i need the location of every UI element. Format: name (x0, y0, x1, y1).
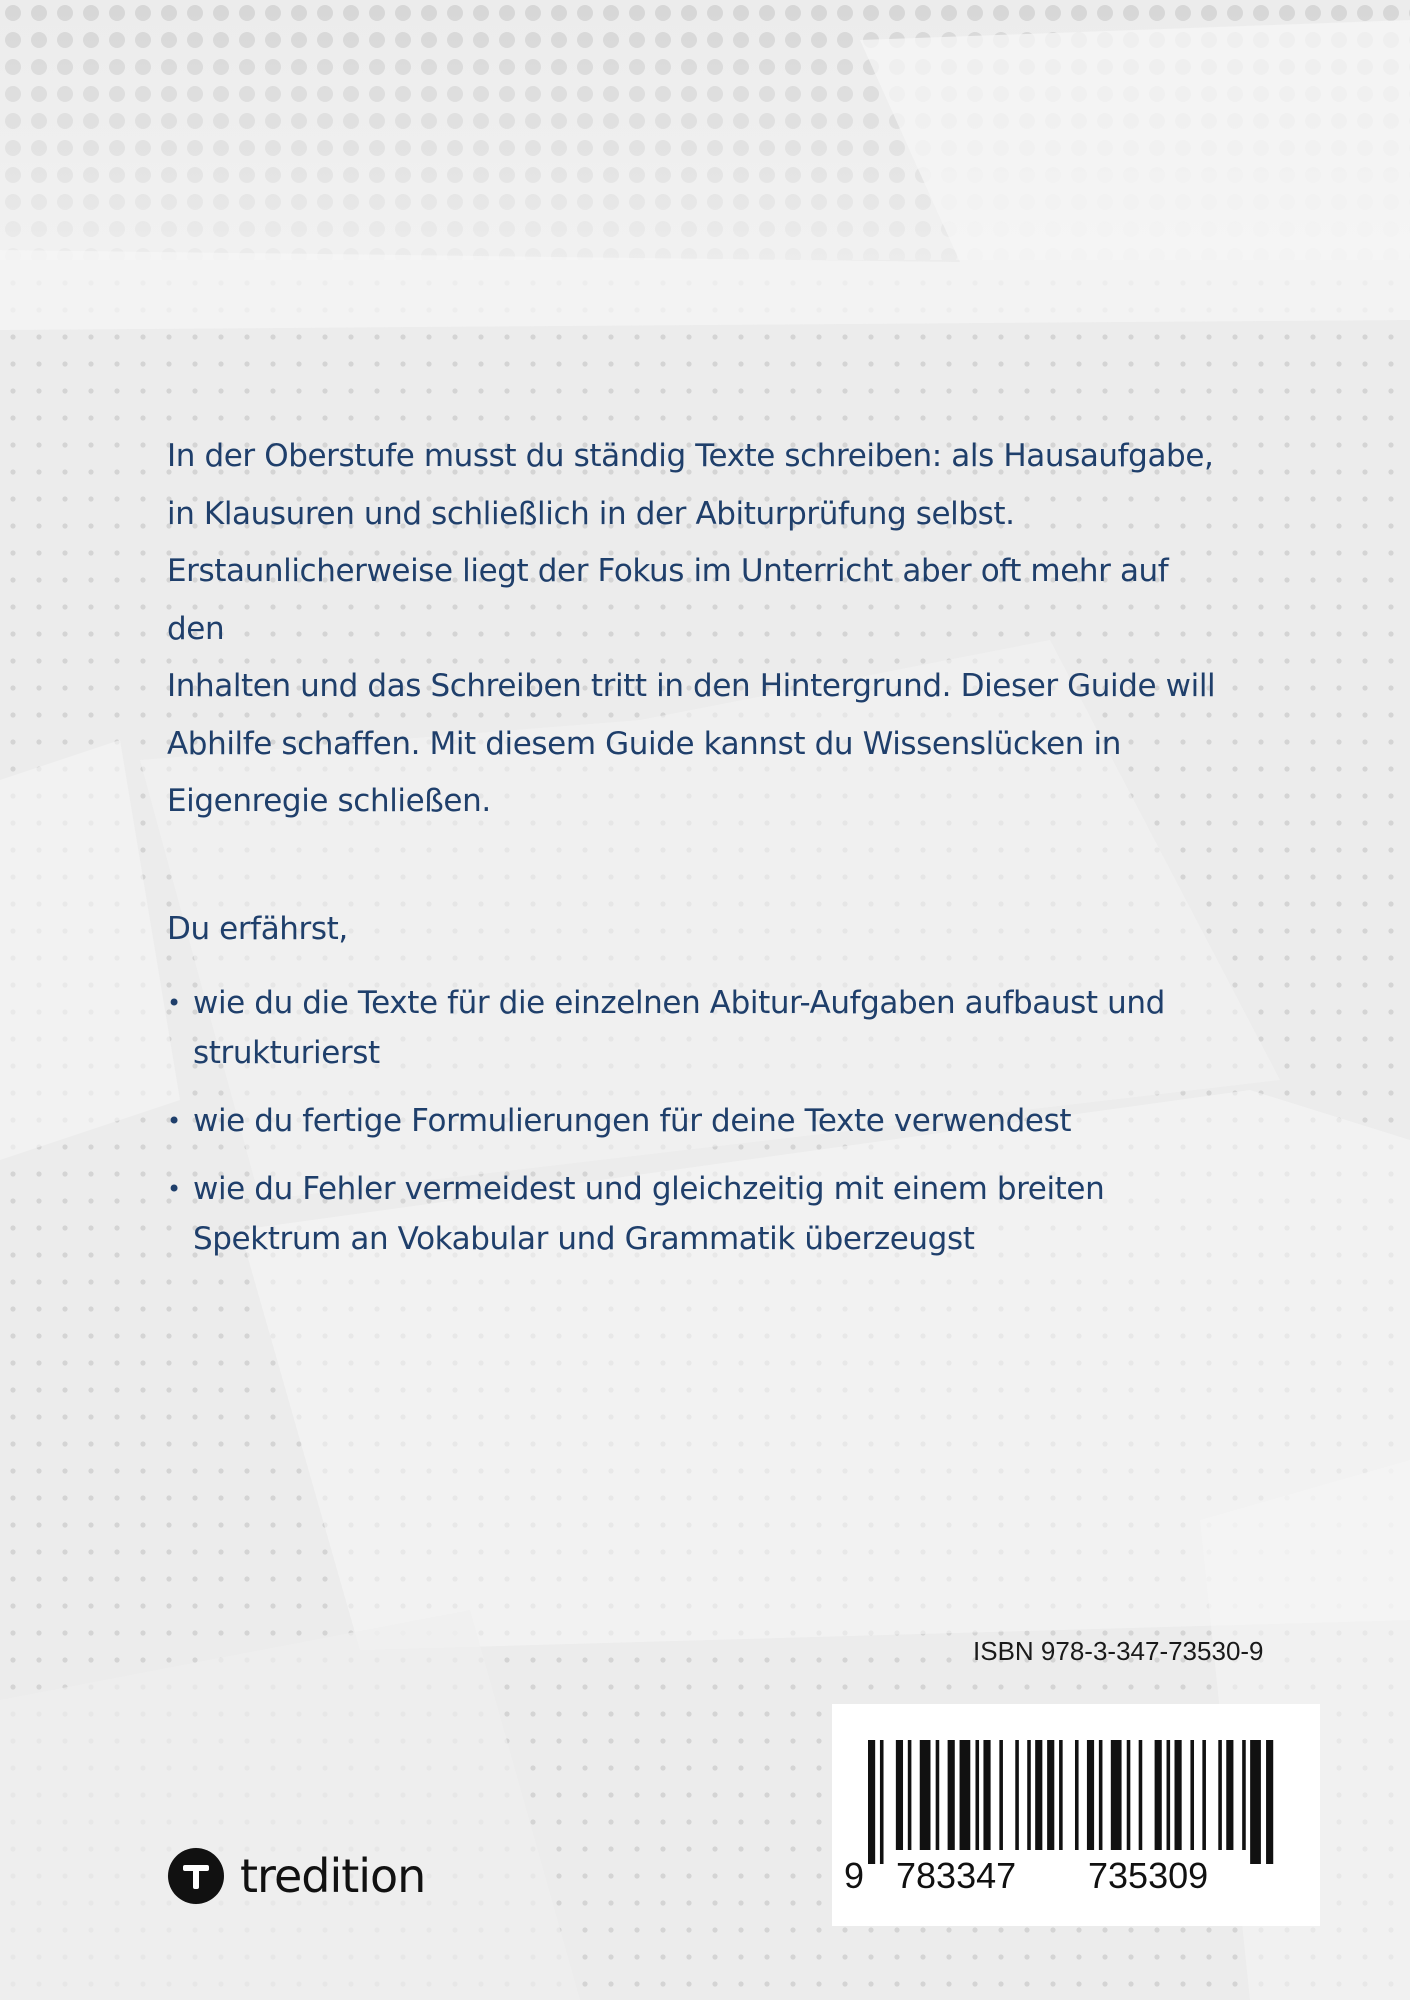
intro-line: Eigenregie schließen. (167, 783, 491, 819)
bullet-dot-icon: • (167, 989, 181, 1017)
blurb (167, 428, 1227, 1282)
intro-line: in Klausuren und schließlich in der Abiturprüfung selbst. (167, 495, 1015, 532)
barcode-bar (880, 1740, 884, 1864)
barcode-first-digit: 9 (844, 1855, 865, 1896)
bullet-line: Spektrum an Vokabular und Grammatik überzeugst (193, 1221, 975, 1257)
barcode-bar (983, 1740, 990, 1850)
bullet-line: wie du die Texte für die einzelnen Abitur-Aufgaben aufbaust und (193, 985, 1165, 1021)
barcode-icon (868, 1740, 1278, 1864)
barcode-bar (948, 1740, 955, 1850)
barcode-bar (1266, 1740, 1273, 1864)
bullet-line: wie du fertige Formulierungen für deine Texte verwendest (193, 1103, 1072, 1139)
barcode-bar (1242, 1740, 1246, 1850)
barcode-bar (1087, 1740, 1094, 1850)
barcode-bar (1015, 1740, 1019, 1850)
barcode-bar (960, 1740, 971, 1850)
intro-line: Erstaunlicherweise liegt der Fokus im Unterricht aber oft mehr auf den (167, 553, 1169, 647)
barcode-bar (920, 1740, 931, 1850)
publisher-name: tredition (240, 1849, 426, 1903)
barcode-bar (1075, 1740, 1079, 1850)
barcode-right-digits: 735309 (1088, 1855, 1209, 1896)
barcode-bar (1099, 1740, 1103, 1850)
bullet-dot-icon: • (167, 1107, 181, 1135)
bullet-item (167, 978, 1227, 1078)
barcode-box (832, 1704, 1320, 1926)
barcode-bar (896, 1740, 903, 1850)
bullet-list (167, 978, 1227, 1264)
barcode-bar (1167, 1740, 1171, 1850)
barcode-bar (1226, 1740, 1233, 1850)
barcode-bar (908, 1740, 912, 1850)
barcode-bar (1035, 1740, 1042, 1850)
barcode-bar (1250, 1740, 1261, 1864)
lead-text: Du erfährst, (167, 910, 348, 947)
bullet-item (167, 1096, 1227, 1146)
barcode-bar (1111, 1740, 1122, 1850)
barcode-bar (1139, 1740, 1143, 1850)
tredition-logo-icon (168, 1848, 224, 1904)
intro-line: Abhilfe schaffen. Mit diesem Guide kannst du Wissenslücken in (167, 725, 1121, 762)
bullet-line: strukturierst (193, 1035, 380, 1071)
isbn-text: ISBN 978-3-347-73530-9 (973, 1636, 1264, 1666)
bullet-item (167, 1164, 1227, 1264)
barcode-bar (1175, 1740, 1182, 1850)
barcode-bar (1127, 1740, 1131, 1850)
barcode-bar (999, 1740, 1003, 1850)
barcode-left-digits: 783347 (896, 1855, 1017, 1896)
bullet-dot-icon: • (167, 1175, 181, 1203)
barcode-bar (1155, 1740, 1162, 1850)
barcode-bar (936, 1740, 940, 1850)
barcode-bar (975, 1740, 979, 1850)
intro-paragraph (167, 428, 1227, 831)
barcode-bar (1190, 1740, 1194, 1850)
intro-line: Inhalten und das Schreiben tritt in den Hintergrund. Dieser Guide will (167, 668, 1216, 704)
barcode-bar (1202, 1740, 1206, 1850)
barcode-bar (868, 1740, 875, 1864)
barcode-bar (1047, 1740, 1054, 1850)
barcode-bar (1027, 1740, 1031, 1850)
bullet-line: wie du Fehler vermeidest und gleichzeitig mit einem breiten (193, 1171, 1105, 1207)
intro-line: In der Oberstufe musst du ständig Texte schreiben: als Hausaufgabe, (167, 438, 1214, 474)
barcode-bar (1059, 1740, 1063, 1850)
barcode-bar (1218, 1740, 1222, 1850)
